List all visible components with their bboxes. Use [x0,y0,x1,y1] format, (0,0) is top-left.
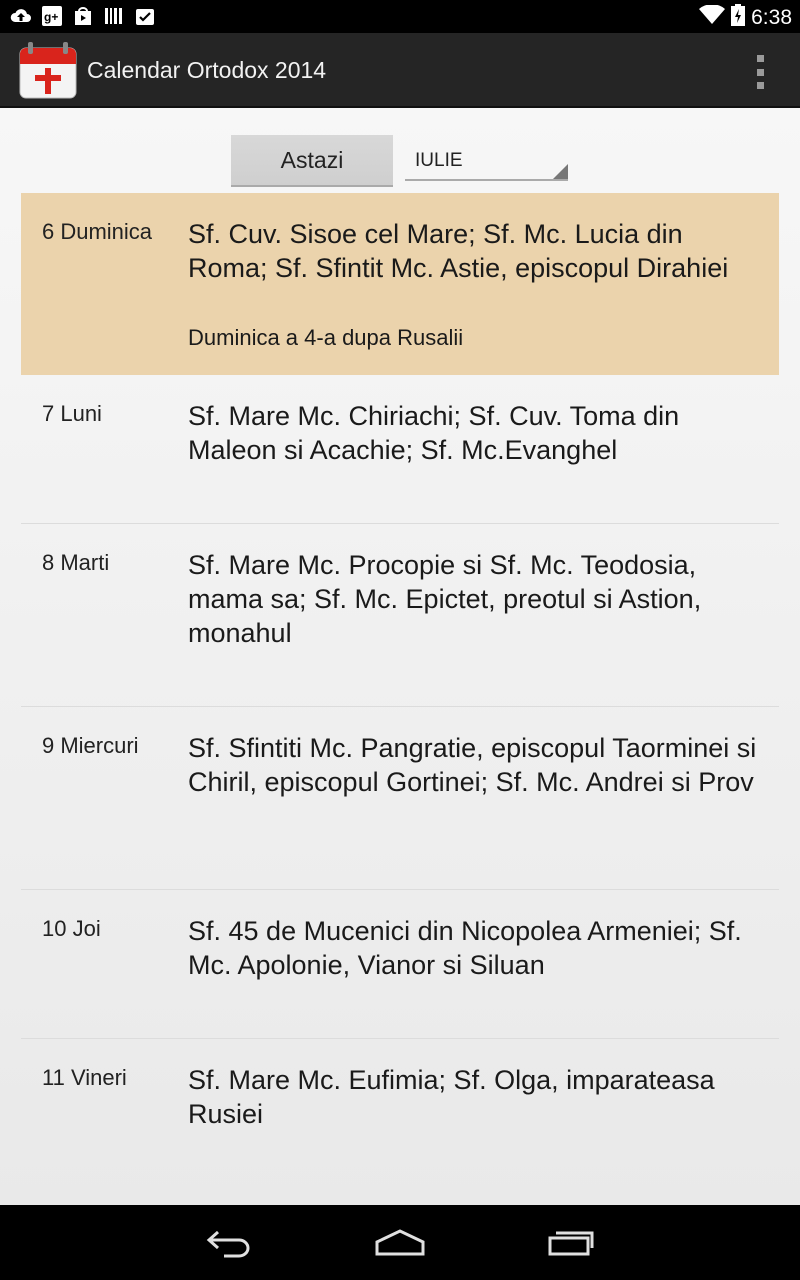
day-row[interactable] [21,890,779,1039]
day-label: 6 Duminica [42,219,153,244]
dropdown-triangle-icon [553,164,568,179]
saints-text: Sf. Mare Mc. Procopie si Sf. Mc. Teodosia, mama sa; Sf. Mc. Epictet, preotul si Astion, monahul [188,550,702,648]
day-label: 8 Marti [42,550,110,575]
day-label: 9 Miercuri [42,733,139,758]
app-title: Calendar Ortodox 2014 [87,57,327,83]
svg-text:g+: g+ [44,10,59,24]
recent-apps-icon[interactable] [541,1223,601,1263]
calendar-cross-icon[interactable] [18,40,78,100]
saints-text: Sf. Mare Mc. Eufimia; Sf. Olga, imparateasa Rusiei [188,1065,715,1129]
saints-text: Sf. 45 de Mucenici din Nicopolea Armeniei; Sf. Mc. Apolonie, Vianor si Siluan [188,916,742,980]
upload-icon [10,5,32,27]
google-plus-icon [41,5,63,27]
saints-text: Sf. Sfintiti Mc. Pangratie, episcopul Taorminei si Chiril, episcopul Gortinei; Sf. Mc. Andrei si Prov [188,733,757,797]
battery-icon [731,4,745,31]
action-bar [0,33,800,108]
status-bar [0,0,800,33]
overflow-menu-icon[interactable] [750,55,770,89]
today-button[interactable]: Astazi [231,135,393,187]
day-label: 11 Vineri [42,1065,127,1090]
day-row[interactable] [21,524,779,707]
clock: 6:38 [751,5,792,29]
barcode-icon [103,5,125,27]
saints-text: Sf. Cuv. Sisoe cel Mare; Sf. Mc. Lucia din Roma; Sf. Sfintit Mc. Astie, episcopul Dirahiei [188,219,729,283]
month-spinner-value: IULIE [415,150,463,171]
home-icon[interactable] [370,1223,430,1263]
saints-text: Sf. Mare Mc. Chiriachi; Sf. Cuv. Toma din Maleon si Acachie; Sf. Mc.Evanghel [188,401,680,465]
main-content [0,108,800,1205]
day-row[interactable] [21,193,779,375]
wifi-icon [699,5,725,30]
task-check-icon [134,5,156,27]
month-spinner[interactable] [405,141,568,181]
day-row[interactable] [21,707,779,890]
day-row[interactable] [21,375,779,524]
feast-note: Duminica a 4-a dupa Rusalii [188,325,464,350]
play-store-icon [72,5,94,27]
navigation-bar [0,1205,800,1280]
day-label: 10 Joi [42,916,101,941]
day-row[interactable] [21,1039,779,1199]
back-icon[interactable] [199,1223,259,1263]
day-label: 7 Luni [42,401,102,426]
day-list [21,193,779,1199]
